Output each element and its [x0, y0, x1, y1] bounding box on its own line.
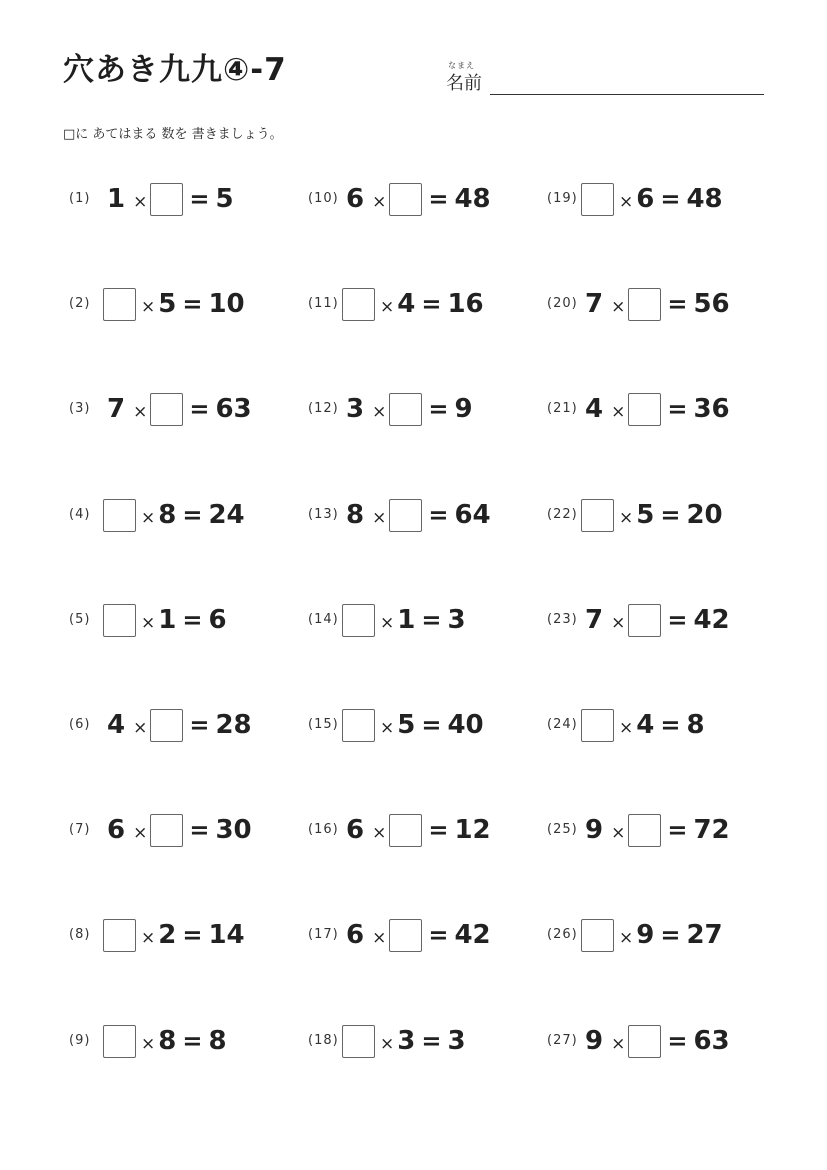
times-sign: × — [611, 823, 626, 843]
times-sign: × — [133, 718, 148, 738]
factor-value: 5 — [158, 289, 177, 319]
equation — [585, 705, 705, 745]
problem-23 — [547, 600, 787, 640]
product-value: 12 — [454, 815, 491, 845]
answer-box[interactable] — [581, 709, 614, 742]
times-sign: × — [619, 928, 634, 948]
equals-sign: = — [428, 395, 449, 423]
problem-10 — [308, 179, 548, 219]
factor-value: 8 — [158, 1026, 177, 1056]
problem-number: (27) — [547, 1033, 578, 1048]
equals-sign: = — [189, 395, 210, 423]
times-sign: × — [611, 1034, 626, 1054]
problem-6 — [69, 705, 309, 745]
answer-box[interactable] — [628, 814, 661, 847]
answer-box[interactable] — [389, 183, 422, 216]
problem-number: (24) — [547, 717, 578, 732]
equals-sign: = — [421, 606, 442, 634]
times-sign: × — [372, 928, 387, 948]
times-sign: × — [141, 613, 156, 633]
problem-number: (16) — [308, 822, 339, 837]
equation — [107, 810, 252, 850]
problem-5 — [69, 600, 309, 640]
problem-number: (8) — [69, 927, 91, 942]
problem-number: (3) — [69, 401, 91, 416]
times-sign: × — [372, 823, 387, 843]
problem-number: (9) — [69, 1033, 91, 1048]
equation — [346, 915, 491, 955]
times-sign: × — [619, 192, 634, 212]
problem-3 — [69, 389, 309, 429]
factor-value: 6 — [107, 815, 126, 845]
problem-11 — [308, 284, 548, 324]
name-underline — [490, 94, 764, 95]
problem-24 — [547, 705, 787, 745]
product-value: 3 — [447, 1026, 466, 1056]
factor-value: 8 — [346, 500, 365, 530]
problem-number: (13) — [308, 507, 339, 522]
equals-sign: = — [189, 185, 210, 213]
equals-sign: = — [660, 921, 681, 949]
answer-box[interactable] — [103, 604, 136, 637]
equals-sign: = — [182, 606, 203, 634]
times-sign: × — [372, 508, 387, 528]
problem-20 — [547, 284, 787, 324]
product-value: 42 — [454, 920, 491, 950]
answer-box[interactable] — [581, 499, 614, 532]
factor-value: 4 — [636, 710, 655, 740]
problem-22 — [547, 495, 787, 535]
equals-sign: = — [189, 816, 210, 844]
factor-value: 7 — [585, 289, 604, 319]
equals-sign: = — [667, 1027, 688, 1055]
answer-box[interactable] — [628, 604, 661, 637]
product-value: 27 — [686, 920, 723, 950]
problem-number: (20) — [547, 296, 578, 311]
factor-value: 7 — [585, 605, 604, 635]
product-value: 10 — [208, 289, 245, 319]
times-sign: × — [611, 297, 626, 317]
answer-box[interactable] — [342, 604, 375, 637]
product-value: 36 — [693, 394, 730, 424]
problem-16 — [308, 810, 548, 850]
times-sign: × — [141, 1034, 156, 1054]
factor-value: 3 — [346, 394, 365, 424]
equals-sign: = — [428, 816, 449, 844]
equation — [346, 810, 491, 850]
equation — [585, 284, 730, 324]
times-sign: × — [611, 402, 626, 422]
product-value: 63 — [215, 394, 252, 424]
problem-number: (26) — [547, 927, 578, 942]
product-value: 16 — [447, 289, 484, 319]
equals-sign: = — [428, 921, 449, 949]
problem-number: (14) — [308, 612, 339, 627]
factor-value: 4 — [585, 394, 604, 424]
equation — [346, 1021, 466, 1061]
times-sign: × — [133, 823, 148, 843]
times-sign: × — [372, 192, 387, 212]
product-value: 42 — [693, 605, 730, 635]
problem-21 — [547, 389, 787, 429]
problem-19 — [547, 179, 787, 219]
equation — [107, 389, 252, 429]
answer-box[interactable] — [389, 393, 422, 426]
problem-number: (19) — [547, 191, 578, 206]
times-sign: × — [141, 297, 156, 317]
problem-8 — [69, 915, 309, 955]
product-value: 5 — [215, 184, 234, 214]
equals-sign: = — [421, 1027, 442, 1055]
worksheet-title: 穴あき九九④-7 — [63, 52, 287, 88]
product-value: 8 — [208, 1026, 227, 1056]
problem-number: (2) — [69, 296, 91, 311]
name-field[interactable] — [446, 58, 766, 98]
equation — [346, 389, 473, 429]
name-ruby: なまえ — [448, 61, 475, 70]
product-value: 40 — [447, 710, 484, 740]
factor-value: 5 — [397, 710, 416, 740]
equation — [346, 495, 491, 535]
problem-number: (21) — [547, 401, 578, 416]
problem-18 — [308, 1021, 548, 1061]
equals-sign: = — [182, 290, 203, 318]
factor-value: 3 — [397, 1026, 416, 1056]
equation — [107, 179, 234, 219]
equation — [585, 389, 730, 429]
problem-number: (25) — [547, 822, 578, 837]
answer-box[interactable] — [342, 1025, 375, 1058]
problem-14 — [308, 600, 548, 640]
factor-value: 4 — [397, 289, 416, 319]
answer-box[interactable] — [389, 499, 422, 532]
problem-26 — [547, 915, 787, 955]
equals-sign: = — [667, 606, 688, 634]
equation — [585, 1021, 730, 1061]
times-sign: × — [619, 718, 634, 738]
answer-box[interactable] — [103, 499, 136, 532]
equals-sign: = — [421, 711, 442, 739]
times-sign: × — [380, 1034, 395, 1054]
answer-box[interactable] — [628, 393, 661, 426]
product-value: 3 — [447, 605, 466, 635]
answer-box[interactable] — [103, 288, 136, 321]
factor-value: 6 — [346, 815, 365, 845]
answer-box[interactable] — [628, 288, 661, 321]
factor-value: 6 — [346, 920, 365, 950]
answer-box[interactable] — [342, 288, 375, 321]
factor-value: 8 — [158, 500, 177, 530]
equals-sign: = — [660, 185, 681, 213]
equals-sign: = — [660, 501, 681, 529]
factor-value: 1 — [158, 605, 177, 635]
equals-sign: = — [660, 711, 681, 739]
product-value: 64 — [454, 500, 491, 530]
product-value: 72 — [693, 815, 730, 845]
problem-17 — [308, 915, 548, 955]
equation — [346, 600, 466, 640]
equals-sign: = — [667, 816, 688, 844]
answer-box[interactable] — [150, 709, 183, 742]
times-sign: × — [380, 613, 395, 633]
product-value: 30 — [215, 815, 252, 845]
equals-sign: = — [182, 501, 203, 529]
product-value: 48 — [454, 184, 491, 214]
problem-4 — [69, 495, 309, 535]
equation — [585, 495, 723, 535]
times-sign: × — [133, 192, 148, 212]
problem-number: (10) — [308, 191, 339, 206]
problem-number: (7) — [69, 822, 91, 837]
problem-number: (4) — [69, 507, 91, 522]
equals-sign: = — [428, 501, 449, 529]
answer-box[interactable] — [103, 1025, 136, 1058]
equation — [107, 915, 245, 955]
product-value: 28 — [215, 710, 252, 740]
equation — [585, 915, 723, 955]
equals-sign: = — [667, 290, 688, 318]
product-value: 8 — [686, 710, 705, 740]
answer-box[interactable] — [389, 919, 422, 952]
problem-12 — [308, 389, 548, 429]
factor-value: 4 — [107, 710, 126, 740]
times-sign: × — [380, 297, 395, 317]
answer-box[interactable] — [150, 814, 183, 847]
problem-9 — [69, 1021, 309, 1061]
answer-box[interactable] — [103, 919, 136, 952]
equation — [346, 705, 484, 745]
equation — [585, 810, 730, 850]
product-value: 14 — [208, 920, 245, 950]
answer-box[interactable] — [628, 1025, 661, 1058]
product-value: 6 — [208, 605, 227, 635]
product-value: 63 — [693, 1026, 730, 1056]
problem-13 — [308, 495, 548, 535]
factor-value: 7 — [107, 394, 126, 424]
factor-value: 6 — [346, 184, 365, 214]
problem-7 — [69, 810, 309, 850]
answer-box[interactable] — [389, 814, 422, 847]
product-value: 48 — [686, 184, 723, 214]
equals-sign: = — [189, 711, 210, 739]
factor-value: 5 — [636, 500, 655, 530]
times-sign: × — [619, 508, 634, 528]
answer-box[interactable] — [150, 393, 183, 426]
equation — [585, 600, 730, 640]
equation — [107, 495, 245, 535]
answer-box[interactable] — [342, 709, 375, 742]
factor-value: 9 — [585, 1026, 604, 1056]
instruction-text: □に あてはまる 数を 書きましょう。 — [63, 127, 283, 142]
factor-value: 6 — [636, 184, 655, 214]
name-label: 名前 — [446, 73, 482, 94]
problem-number: (15) — [308, 717, 339, 732]
times-sign: × — [611, 613, 626, 633]
equals-sign: = — [421, 290, 442, 318]
problem-number: (22) — [547, 507, 578, 522]
problem-number: (18) — [308, 1033, 339, 1048]
equals-sign: = — [428, 185, 449, 213]
answer-box[interactable] — [581, 919, 614, 952]
problem-1 — [69, 179, 309, 219]
problem-25 — [547, 810, 787, 850]
factor-value: 9 — [636, 920, 655, 950]
problem-number: (11) — [308, 296, 339, 311]
problem-number: (17) — [308, 927, 339, 942]
problem-2 — [69, 284, 309, 324]
equals-sign: = — [667, 395, 688, 423]
factor-value: 1 — [397, 605, 416, 635]
product-value: 20 — [686, 500, 723, 530]
times-sign: × — [133, 402, 148, 422]
equation — [107, 284, 245, 324]
equation — [346, 179, 491, 219]
problem-number: (1) — [69, 191, 91, 206]
equation — [585, 179, 723, 219]
factor-value: 1 — [107, 184, 126, 214]
equals-sign: = — [182, 1027, 203, 1055]
answer-box[interactable] — [150, 183, 183, 216]
problem-15 — [308, 705, 548, 745]
factor-value: 2 — [158, 920, 177, 950]
problem-number: (23) — [547, 612, 578, 627]
problem-number: (12) — [308, 401, 339, 416]
problem-27 — [547, 1021, 787, 1061]
product-value: 56 — [693, 289, 730, 319]
factor-value: 9 — [585, 815, 604, 845]
product-value: 24 — [208, 500, 245, 530]
equation — [107, 600, 227, 640]
equals-sign: = — [182, 921, 203, 949]
equation — [107, 1021, 227, 1061]
times-sign: × — [141, 928, 156, 948]
times-sign: × — [380, 718, 395, 738]
problem-number: (5) — [69, 612, 91, 627]
equation — [107, 705, 252, 745]
equation — [346, 284, 484, 324]
problem-number: (6) — [69, 717, 91, 732]
product-value: 9 — [454, 394, 473, 424]
times-sign: × — [141, 508, 156, 528]
answer-box[interactable] — [581, 183, 614, 216]
times-sign: × — [372, 402, 387, 422]
